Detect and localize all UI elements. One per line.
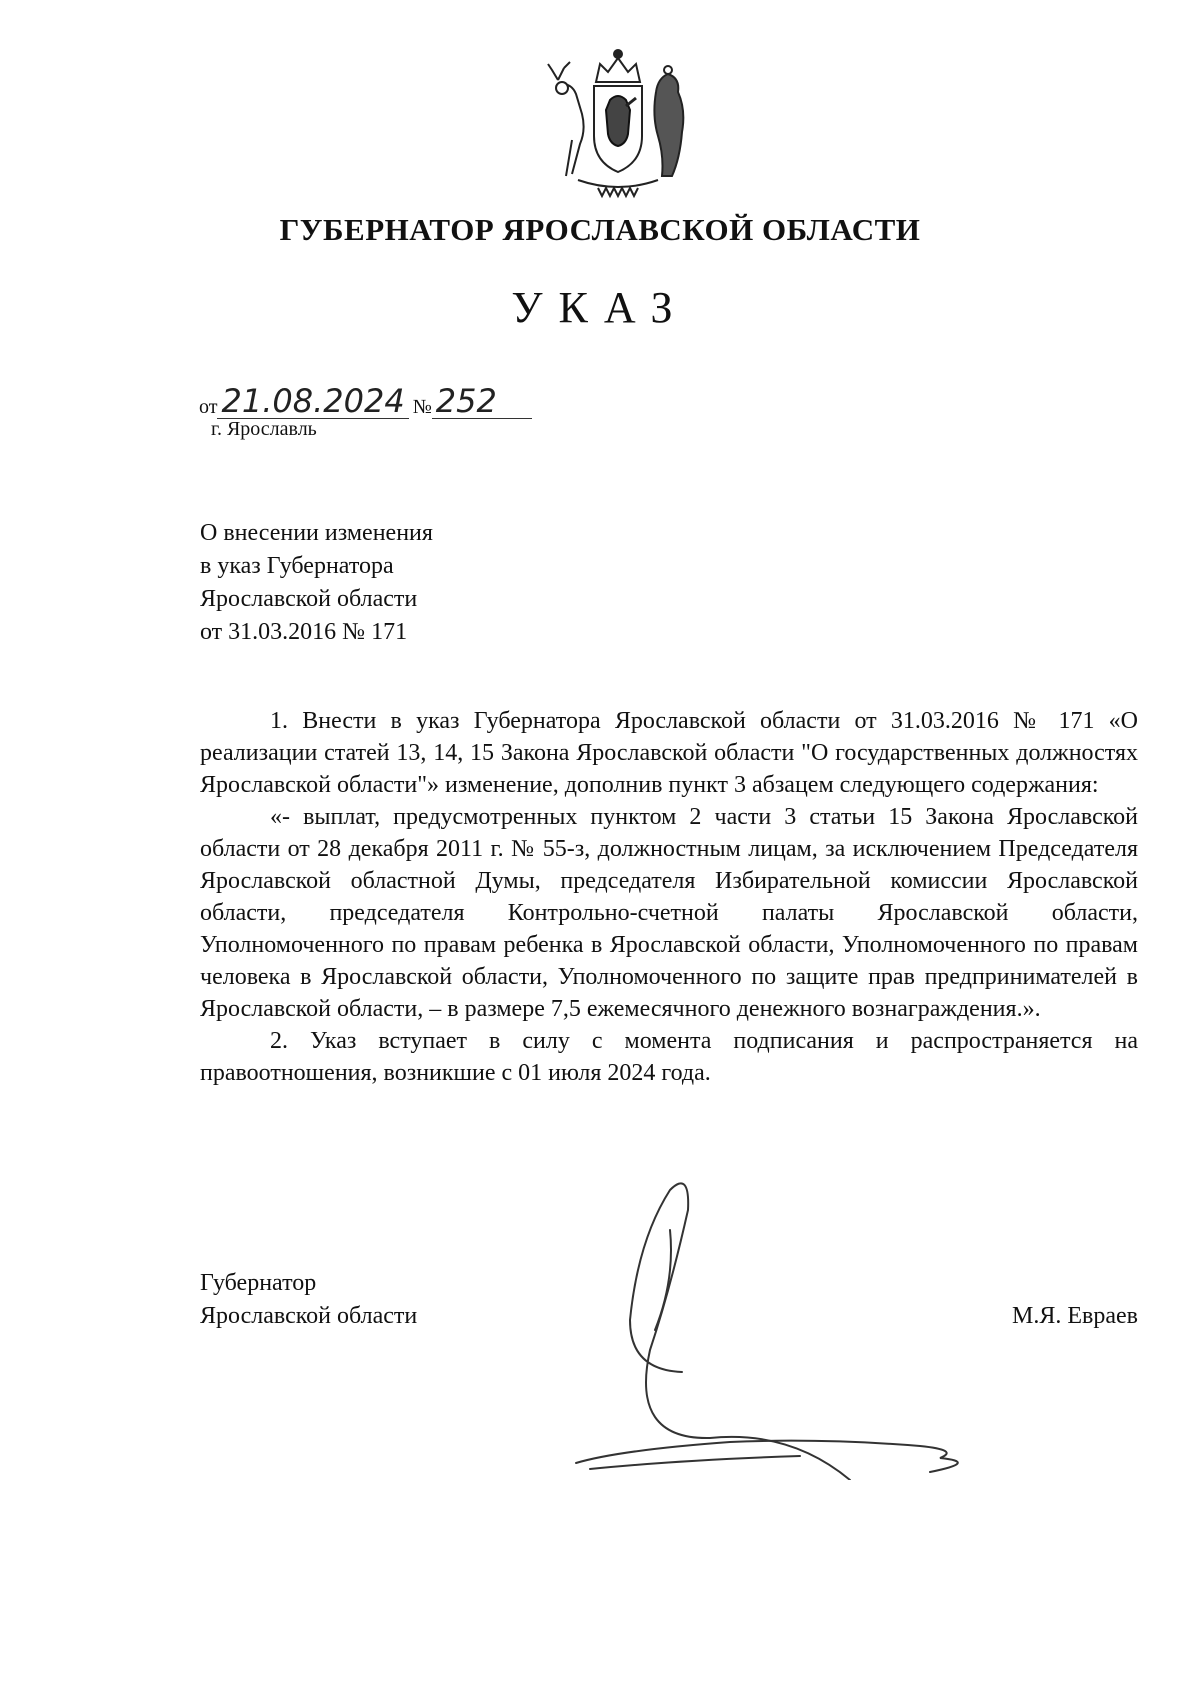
registration-line <box>199 382 532 420</box>
paragraph-quoted-amendment: «- выплат, предусмотренных пунктом 2 части 3 статьи 15 Закона Ярославской области от 28 декабря 2011 г. № 55-з, должностным лицам, за исключением Председателя Ярославской областной Думы, председателя Избирательной комиссии Ярославской области, председателя Контрольно-счетной палаты Ярославской области, Уполномоченного по правам ребенка в Ярославской области, Уполномоченного по правам человека в Ярославской области, Уполномоченного по защите прав предпринимателей в Ярославской области, – в размере 7,5 ежемесячного денежного вознаграждения.». <box>200 804 1138 1022</box>
position-line: Ярославской области <box>200 1303 418 1329</box>
signatory-name: М.Я. Евраев <box>1012 1303 1138 1329</box>
date-field <box>217 382 408 420</box>
paragraph-1: 1. Внести в указ Губернатора Ярославской области от 31.03.2016 № 171 «О реализации статей 13, 14, 15 Закона Ярославской области "О государственных должностях Ярославской области"» изменение, дополнив пункт 3 абзацем следующего содержания: <box>200 708 1138 798</box>
subject-line: в указ Губернатора <box>200 553 394 579</box>
subject-line: Ярославской области <box>200 586 418 612</box>
place-of-issue: г. Ярославль <box>211 418 317 440</box>
handwritten-number: 252 <box>435 382 497 420</box>
decree-body <box>200 705 1138 1089</box>
number-field <box>432 382 532 420</box>
decree-subject <box>200 517 620 649</box>
handwritten-signature <box>560 1180 1040 1480</box>
number-prefix: № <box>412 396 432 418</box>
authority-title: ГУБЕРНАТОР ЯРОСЛАВСКОЙ ОБЛАСТИ <box>279 212 921 247</box>
signatory-position <box>200 1267 417 1333</box>
subject-line: от 31.03.2016 № 171 <box>200 619 408 645</box>
date-prefix: от <box>199 396 218 418</box>
document-type-title: УКАЗ <box>511 283 689 332</box>
paragraph-2: 2. Указ вступает в силу с момента подписания и распространяется на правоотношения, возникшие с 01 июля 2024 года. <box>200 1028 1138 1086</box>
position-line: Губернатор <box>200 1270 317 1296</box>
subject-line: О внесении изменения <box>200 520 433 546</box>
yaroslavl-coat-of-arms-icon <box>538 40 698 200</box>
handwritten-date: 21.08.2024 <box>221 382 405 420</box>
